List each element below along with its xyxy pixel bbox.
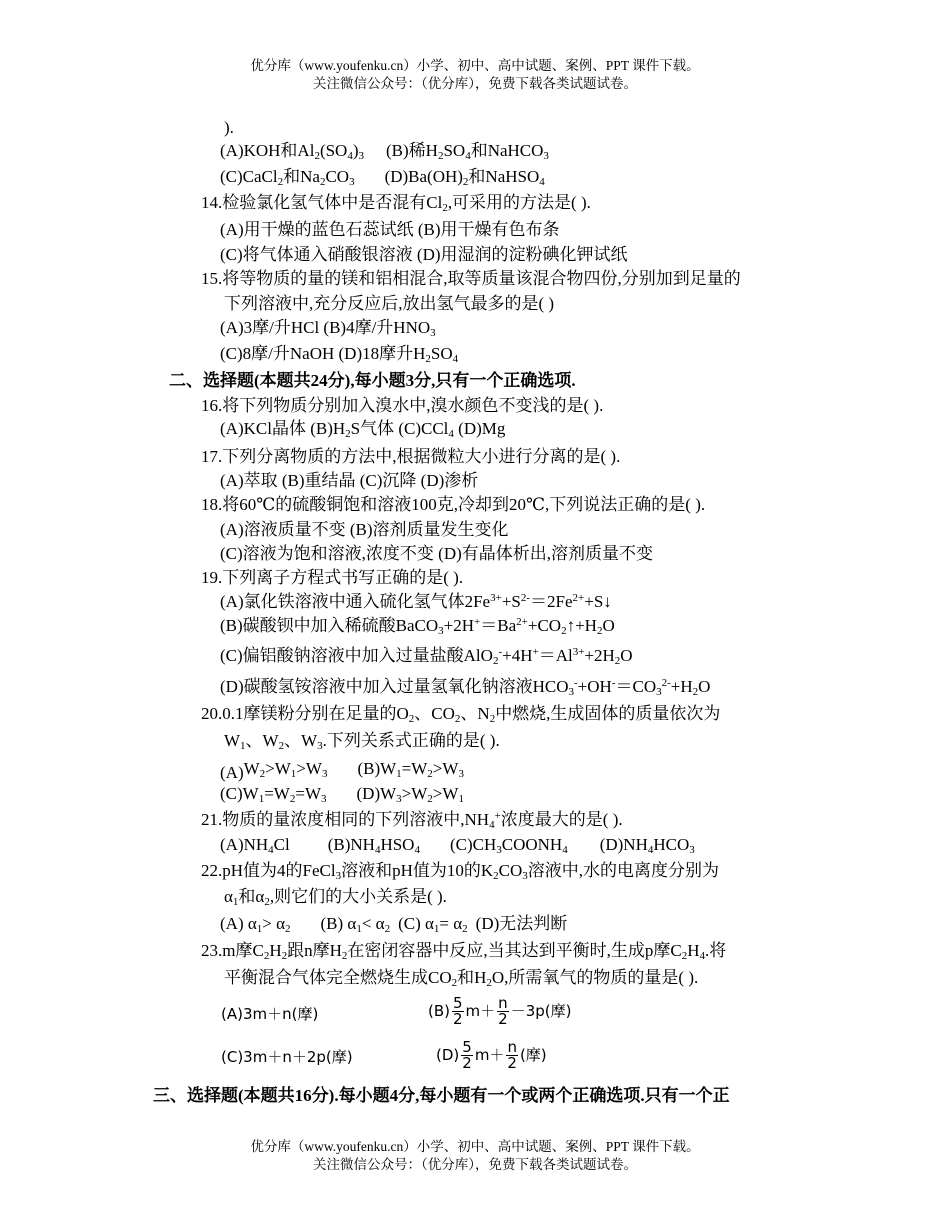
header-line-2: 关注微信公众号：（优分库），免费下载各类试题试卷。 <box>313 76 637 91</box>
q23-option-a: (A)3m＋n(摩) <box>221 1005 319 1023</box>
q18-options-ab: (A)溶液质量不变 (B)溶剂质量发生变化 <box>220 520 509 539</box>
q14-options-cd: (C)将气体通入硝酸银溶液 (D)用湿润的淀粉碘化钾试纸 <box>220 245 628 264</box>
section-2-heading: 二、选择题(本题共24分),每小题3分,只有一个正确选项. <box>169 371 576 390</box>
fraction: $\frac{n}{2}$ <box>498 994 508 1028</box>
q22-options: (A) $\alpha_1> \alpha_2$ (B) $\alpha_1< \alpha_2$ (C) $\alpha_1= \alpha_2$ (D)无法判断 <box>220 914 568 935</box>
q21-stem: 21.物质的量浓度相同的下列溶液中$,NH_4^+$浓度最大的是( ). <box>201 810 623 831</box>
q13-stem-tail: ). <box>224 118 234 137</box>
page-footer <box>0 1138 950 1174</box>
footer-line-2: 关注微信公众号：（优分库），免费下载各类试题试卷。 <box>313 1157 637 1172</box>
q23-option-b: (B) $\frac{5}{2}$ m＋ $\frac{n}{2}$ －3p(摩) <box>428 994 572 1028</box>
section-3-heading: 三、选择题(本题共16分).每小题4分,每小题有一个或两个正确选项.只有一个正 <box>153 1086 730 1105</box>
q19-option-a: (A)氯化铁溶液中通入硫化氢气体$2Fe^{3+}+S^{2-}=2Fe^{2+}+S↓$ <box>220 592 612 611</box>
q20-stem-line-2: $W_1$、$W_2$、$W_3$.下列关系式正确的是( ). <box>224 731 500 752</box>
q14-options-ab: (A)用干燥的蓝色石蕊试纸 (B)用干燥有色布条 <box>220 220 560 239</box>
fraction: $\frac{5}{2}$ <box>462 1038 472 1072</box>
footer-line-1: 优分库（www.youfenku.cn）小学、初中、高中试题、案例、PPT 课件下载。 <box>250 1139 700 1154</box>
q16-options: (A)KCl晶体 $(B)H_2S$气体 (C)CCl$_4$ (D)Mg <box>220 419 506 440</box>
q15-stem-line-2: 下列溶液中,充分反应后,放出氢气最多的是( ) <box>224 294 555 313</box>
q16-stem: 16.将下列物质分别加入溴水中,溴水颜色不变浅的是( ). <box>201 396 604 415</box>
fraction: $\frac{n}{2}$ <box>507 1038 517 1072</box>
q14-stem: 14.检验氯化氢气体中是否混有$Cl_2$,可采用的方法是( ). <box>201 193 591 214</box>
q23-stem-line-2: 平衡混合气体完全燃烧生成$CO_2$和$H_2O$,所需氧气的物质的量是( ). <box>224 968 699 989</box>
q18-stem: 18.将60℃的硫酸铜饱和溶液100克,冷却到20℃,下列说法正确的是( ). <box>201 495 706 514</box>
q23-option-c: (C)3m＋n＋2p(摩) <box>221 1048 353 1066</box>
page-header <box>0 57 950 93</box>
q17-stem: 17.下列分离物质的方法中,根据微粒大小进行分离的是( ). <box>201 447 621 466</box>
q19-option-c: (C)偏铝酸钠溶液中加入过量盐酸$AlO_2^-+4H^+=Al^{3+}+2H_2O$ <box>220 646 633 667</box>
q21-options: $(A)NH_4Cl$ $(B)NH_4HSO_4$ $(C)CH_3COONH_4$ $(D)NH_4HCO_3$ <box>220 835 695 856</box>
q15-options-ab: (A)3摩/升HCl (B)4摩/升$HNO_3$ <box>220 318 436 339</box>
q19-option-b: (B)碳酸钡中加入稀硫酸$BaCO_3+2H^+=Ba^{2+}+CO_2↑+H_2O$ <box>220 616 615 637</box>
q13-options-cd: (C)CaCl$_2$和$Na_2CO_3$ $(D)Ba(OH)_2$和NaHSO$_4$ <box>220 167 545 188</box>
q19-option-d: (D)碳酸氢铵溶液中加入过量氢氧化钠溶液$HCO_3^-+OH^-=CO_3^{2-}+H_2O$ <box>220 677 711 698</box>
q15-stem-line-1: 15.将等物质的量的镁和铝相混合,取等质量该混合物四份,分别加到足量的 <box>201 269 741 288</box>
q23-option-d: (D) $\frac{5}{2}$ m＋ $\frac{n}{2}$ (摩) <box>436 1038 547 1072</box>
q20-options-ab: $(A)W_2>W_1>W_3$ $(B)W_1=W_2>W_3$ <box>220 759 464 782</box>
q15-options-cd: (C)8摩/升NaOH (D)18摩升$H_2SO_4$ <box>220 344 459 365</box>
q19-stem: 19.下列离子方程式书写正确的是( ). <box>201 568 464 587</box>
q18-options-cd: (C)溶液为饱和溶液,浓度不变 (D)有晶体析出,溶剂质量不变 <box>220 544 654 563</box>
header-line-1: 优分库（www.youfenku.cn）小学、初中、高中试题、案例、PPT 课件下载。 <box>250 58 700 73</box>
q22-stem-line-1: 22.pH值为4的FeCl$_3$溶液和pH值为10的$K_2CO_3$溶液中,水的电离度分别为 <box>201 861 720 882</box>
q17-options: (A)萃取 (B)重结晶 (C)沉降 (D)渗析 <box>220 471 479 490</box>
fraction: $\frac{5}{2}$ <box>453 994 463 1028</box>
q20-options-cd: $(C)W_1=W_2=W_3$ $(D)W_3>W_2>W_1$ <box>220 784 464 805</box>
q23-stem-line-1: 23.m摩$C_2H_2$跟n摩$H_2$在密闭容器中反应,当其达到平衡时,生成p摩$C_2H_4$.将 <box>201 941 727 962</box>
q22-stem-line-2: $\alpha_1$和$\alpha_2$,则它们的大小关系是( ). <box>224 887 447 908</box>
q13-options-ab: (A)KOH和$Al_2(SO_4)_3$ (B)稀$H_2SO_4$和NaHCO$_3$ <box>220 141 549 162</box>
q20-stem-line-1: 20.0.1摩镁粉分别在足量的$O_2$、$CO_2$、$N_2$中燃烧,生成固体的质量依次为 <box>201 704 721 725</box>
